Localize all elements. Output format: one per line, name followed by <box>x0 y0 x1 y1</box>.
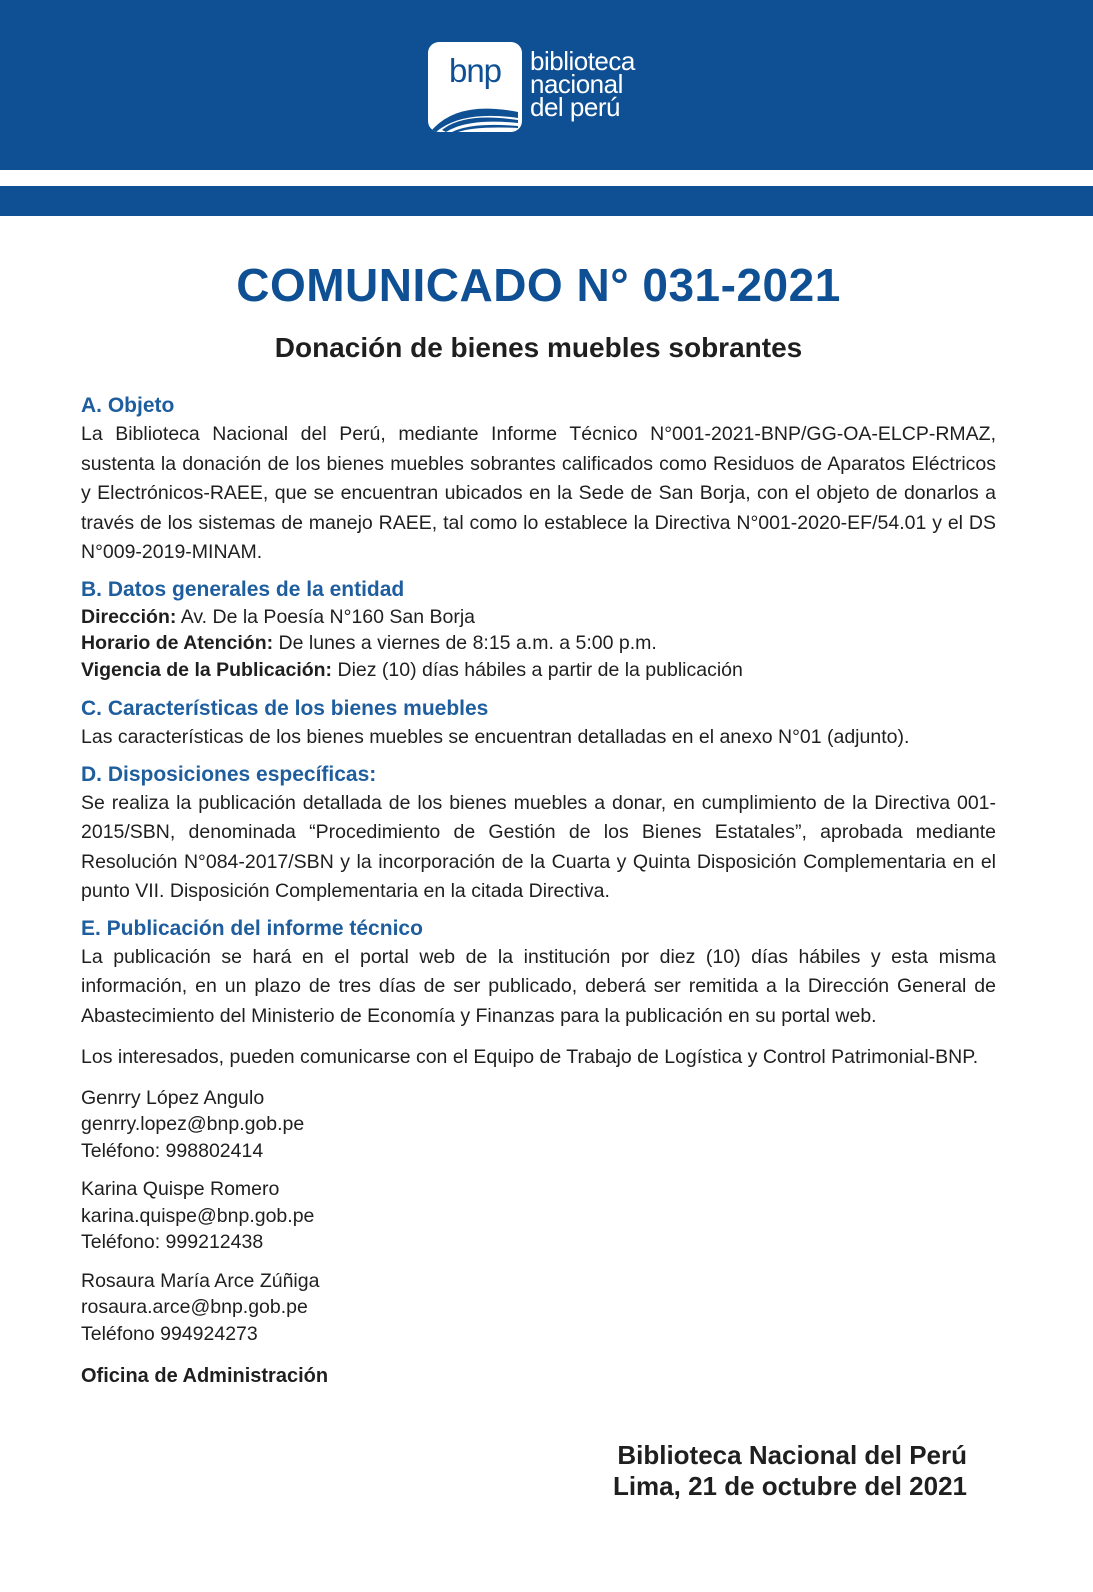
contact-phone: Teléfono: 999212438 <box>81 1231 264 1253</box>
contact-name: Karina Quispe Romero <box>81 1178 280 1200</box>
section-c-heading: C. Características de los bienes muebles <box>81 697 489 720</box>
logo-word-1: biblioteca <box>530 46 635 76</box>
document-body <box>81 392 996 1388</box>
contact-card <box>81 1176 996 1256</box>
page-subtitle: Donación de bienes muebles sobrantes <box>274 332 803 363</box>
bnp-logo <box>428 42 668 134</box>
section-d-body: Se realiza la publicación detallada de los bienes muebles a donar, en cumplimiento de la Directiva 001-2015/SBN, denominada “Procedimiento de Gestión de los Bienes Estatales”, aprobada mediante Resolución N°084-2017/SBN y la incorporación de la Cuarta y Quinta Disposición Complementaria en el punto VII. Disposición Complementaria en la citada Directiva. <box>81 791 996 902</box>
header-stripe <box>0 186 1093 216</box>
validity-value: Diez (10) días hábiles a partir de la publicación <box>332 658 743 681</box>
logo-wordmark <box>530 46 635 122</box>
contact-email[interactable]: genrry.lopez@bnp.gob.pe <box>81 1113 305 1135</box>
contact-phone: Teléfono 994924273 <box>81 1322 258 1345</box>
validity-row <box>81 657 996 684</box>
signature-institution: Biblioteca Nacional del Perú <box>617 1440 967 1470</box>
logo-badge-text: bnp <box>448 52 502 89</box>
hours-row <box>81 630 996 657</box>
contact-phone: Teléfono: 998802414 <box>81 1139 264 1162</box>
logo-badge <box>428 42 522 132</box>
book-pages-icon <box>428 90 522 132</box>
contact-card <box>81 1085 996 1165</box>
page-title: COMUNICADO N° 031-2021 <box>236 259 841 311</box>
address-row <box>81 604 996 631</box>
contact-card <box>81 1268 996 1348</box>
signature-block <box>613 1440 967 1502</box>
section-a-heading: A. Objeto <box>81 394 175 417</box>
contact-name: Genrry López Angulo <box>81 1086 265 1109</box>
validity-label: Vigencia de la Publicación: <box>81 658 333 681</box>
section-c-body: Las características de los bienes muebles se encuentran detalladas en el anexo N°01 (adjunto). <box>81 726 910 748</box>
logo-word-2: nacional <box>530 69 623 99</box>
office-name: Oficina de Administración <box>81 1365 329 1387</box>
section-b-heading: B. Datos generales de la entidad <box>81 577 405 601</box>
contact-email[interactable]: karina.quispe@bnp.gob.pe <box>81 1204 315 1227</box>
signature-date: Lima, 21 de octubre del 2021 <box>612 1471 967 1501</box>
contact-name: Rosaura María Arce Zúñiga <box>81 1269 320 1292</box>
hours-label: Horario de Atención: <box>81 632 274 654</box>
section-a-body: La Biblioteca Nacional del Perú, mediante Informe Técnico N°001-2021-BNP/GG-OA-ELCP-RMAZ, sustenta la donación de los bienes muebles sobrantes calificados como Residuos de Aparatos Eléctricos y Electrónicos-RAEE, que se encuentran ubicados en la Sede de San Borja, con el objeto de donarlos a través de los sistemas de manejo RAEE, tal como lo establece la Directiva N°001-2020-EF/54.01 y el DS N°009-2019-MINAM. <box>81 423 996 563</box>
address-value: Av. De la Poesía N°160 San Borja <box>176 605 476 628</box>
section-d-heading: D. Disposiciones específicas: <box>81 762 377 786</box>
logo-word-3: del perú <box>530 92 620 122</box>
section-e-heading: E. Publicación del informe técnico <box>81 916 423 940</box>
section-e-body: La publicación se hará en el portal web de la institución por diez (10) días hábiles y esta misma información, en un plazo de tres días de ser publicado, deberá ser remitida a la Dirección General de Abastecimiento del Ministerio de Economía y Finanzas para la publicación en su portal web. <box>81 945 996 1027</box>
hours-value: De lunes a viernes de 8:15 a.m. a 5:00 p.m. <box>273 632 657 654</box>
contact-intro: Los interesados, pueden comunicarse con el Equipo de Trabajo de Logística y Control Patrimonial-BNP. <box>81 1046 979 1068</box>
contact-email[interactable]: rosaura.arce@bnp.gob.pe <box>81 1296 308 1318</box>
address-label: Dirección: <box>81 605 177 628</box>
